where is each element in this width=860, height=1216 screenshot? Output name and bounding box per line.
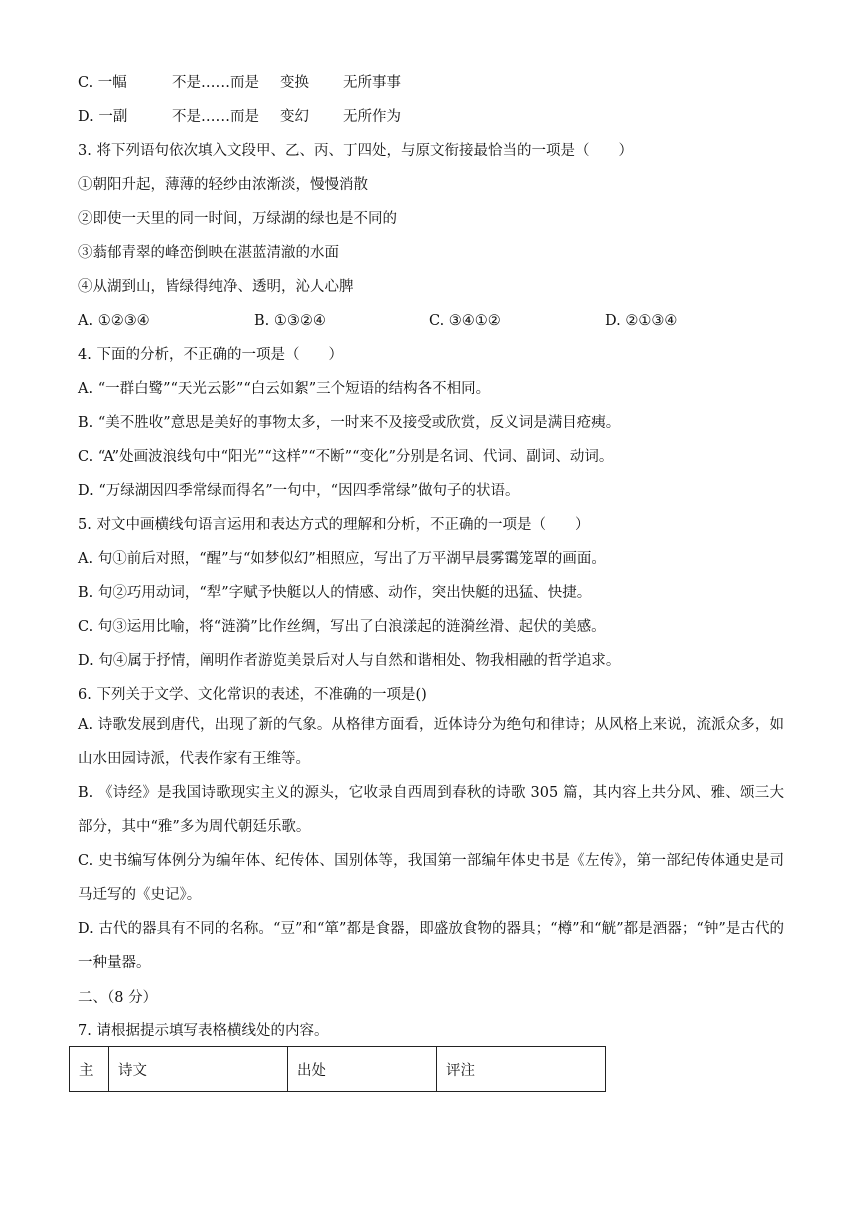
q5-option-a: A. 句①前后对照，“醒”与“如梦似幻”相照应，写出了万平湖早晨雾霭笼罩的画面。	[78, 551, 606, 567]
q3-option-b: B. ①③②④	[254, 313, 326, 329]
table-header-cell: 评注	[437, 1047, 606, 1092]
table-header-cell: 出处	[288, 1047, 437, 1092]
q2-option-c-a: 不是……而是	[172, 75, 259, 91]
q2-option-d-c: 无所作为	[343, 109, 401, 125]
table-header-cell: 主	[70, 1047, 109, 1092]
q6-option-c: C. 史书编写体例分为编年体、纪传体、国别体等，我国第一部编年体史书是《左传》，第一部纪传体通史是司马迁写的《史记》。	[78, 853, 784, 903]
q4-option-d: D. “万绿湖因四季常绿而得名”一句中，“因四季常绿”做句子的状语。	[78, 483, 520, 499]
q3-option-d: D. ②①③④	[605, 313, 678, 329]
q2-option-c-c: 无所事事	[343, 75, 401, 91]
q5-option-b: B. 句②巧用动词，“犁”字赋予快艇以人的情感、动作，突出快艇的迅猛、快捷。	[78, 585, 592, 601]
q2-option-d-b: 变幻	[280, 109, 309, 125]
q7-table	[69, 1046, 606, 1092]
q4-option-b: B. “美不胜收”意思是美好的事物太多，一时来不及接受或欣赏，反义词是满目疮痍。	[78, 415, 621, 431]
q6-stem: 6. 下列关于文学、文化常识的表述，不准确的一项是()	[78, 687, 427, 703]
q4-option-a: A. “一群白鹭”“天光云影”“白云如絮”三个短语的结构各不相同。	[78, 381, 491, 397]
q5-option-d: D. 句④属于抒情，阐明作者游览美景后对人与自然和谐相处、物我相融的哲学追求。	[78, 653, 621, 669]
q3-item-1: ①朝阳升起，薄薄的轻纱由浓渐淡，慢慢消散	[78, 177, 368, 193]
table-header-row	[70, 1047, 606, 1092]
q4-option-c: C. “A”处画波浪线句中“阳光”“这样”“不断”“变化”分别是名词、代词、副词、动词。	[78, 449, 614, 465]
q3-option-a: A. ①②③④	[78, 313, 150, 329]
q2-option-c-label: C. 一幅	[78, 75, 127, 91]
q7-stem: 7. 请根据提示填写表格横线处的内容。	[78, 1023, 329, 1039]
q4-stem: 4. 下面的分析，不正确的一项是（ ）	[78, 347, 343, 363]
q3-item-3: ③蓊郁青翠的峰峦倒映在湛蓝清澈的水面	[78, 245, 339, 261]
q2-option-d-label: D. 一副	[78, 109, 128, 125]
q3-option-c: C. ③④①②	[429, 313, 501, 329]
q3-stem: 3. 将下列语句依次填入文段甲、乙、丙、丁四处，与原文衔接最恰当的一项是（ ）	[78, 143, 633, 159]
q5-stem: 5. 对文中画横线句语言运用和表达方式的理解和分析，不正确的一项是（ ）	[78, 517, 590, 533]
q2-option-d-a: 不是……而是	[172, 109, 259, 125]
q3-item-4: ④从湖到山，皆绿得纯净、透明，沁人心脾	[78, 279, 354, 295]
q3-item-2: ②即使一天里的同一时间，万绿湖的绿也是不同的	[78, 211, 397, 227]
q5-option-c: C. 句③运用比喻，将“涟漪”比作丝绸，写出了白浪漾起的涟漪丝滑、起伏的美感。	[78, 619, 606, 635]
q6-option-d: D. 古代的器具有不同的名称。“豆”和“箪”都是食器，即盛放食物的器具；“樽”和“觥”都是酒器；“钟”是古代的一种量器。	[78, 921, 784, 971]
q6-option-a: A. 诗歌发展到唐代，出现了新的气象。从格律方面看，近体诗分为绝句和律诗；从风格上来说，流派众多，如山水田园诗派，代表作家有王维等。	[78, 717, 784, 767]
table-header-cell: 诗文	[109, 1047, 288, 1092]
section-2-heading: 二、（8 分）	[78, 990, 158, 1006]
q6-option-b: B. 《诗经》是我国诗歌现实主义的源头，它收录自西周到春秋的诗歌 305 篇，其内容上共分风、雅、颂三大部分，其中“雅”多为周代朝廷乐歌。	[78, 785, 784, 835]
q2-option-c-b: 变换	[280, 75, 309, 91]
